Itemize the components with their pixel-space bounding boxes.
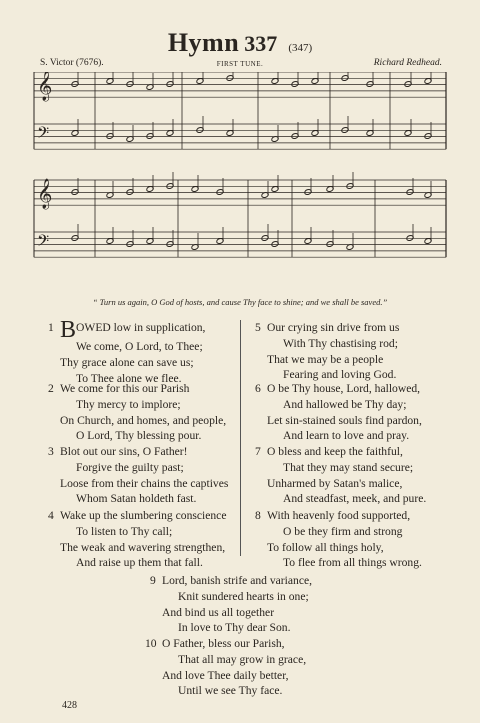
- alt-number: (347): [288, 42, 313, 54]
- verse: [255, 320, 400, 383]
- verse-line: To Thee alone we flee.: [76, 371, 182, 385]
- verse: [145, 636, 307, 699]
- verse-line: And learn to love and pray.: [283, 429, 410, 443]
- verse: [48, 381, 227, 444]
- treble-clef-icon: 𝄞: [37, 72, 53, 101]
- bass-clef-icon: 𝄢: [37, 232, 50, 254]
- verse-line: Fearing and loving God.: [283, 368, 397, 382]
- verse-line: That all may grow in grace,: [178, 652, 307, 666]
- verse-number: 5: [255, 321, 261, 334]
- verse-line: To flee from all things wrong.: [283, 556, 422, 570]
- verse-line: With Thy chastising rod;: [283, 336, 398, 350]
- verse-line: Lord, banish strife and variance,: [162, 574, 313, 587]
- verse-line: And raise up them that fall.: [76, 556, 203, 570]
- verse-number: 1: [48, 321, 54, 334]
- verse-number: 10: [145, 637, 157, 650]
- verse-line: We come, O Lord, to Thee;: [76, 340, 203, 353]
- verse: [48, 317, 206, 386]
- verse-line: With heavenly food supported,: [267, 509, 411, 522]
- verse: [150, 573, 313, 636]
- verse-line: The weak and wavering strengthen,: [60, 540, 226, 554]
- verse-line: To listen to Thy call;: [76, 524, 173, 538]
- verse-line: O be they firm and strong: [283, 524, 403, 538]
- verse-line: Until we see Thy face.: [178, 684, 283, 698]
- verse-line: O Lord, Thy blessing pour.: [76, 429, 202, 443]
- verse-line: Thy grace alone can save us;: [60, 355, 194, 369]
- treble-clef-icon: 𝄞: [37, 179, 53, 209]
- bass-clef-icon: 𝄢: [37, 124, 50, 146]
- verse: [48, 444, 229, 507]
- verse-line: Blot out our sins, O Father!: [60, 445, 188, 458]
- verse: [255, 444, 427, 507]
- verse-line: And hallowed be Thy day;: [283, 397, 407, 411]
- verse-line-rest: OWED low in supplication,: [76, 321, 206, 334]
- column-divider: [240, 320, 241, 556]
- verse-number: 6: [255, 382, 261, 395]
- verse: [255, 381, 422, 444]
- verse-number: 9: [150, 574, 156, 587]
- music-score: [30, 72, 450, 282]
- verse-line: And love Thee daily better,: [162, 668, 289, 682]
- verse-line: Our crying sin drive from us: [267, 321, 400, 334]
- verse-line: O be Thy house, Lord, hallowed,: [267, 382, 421, 395]
- verse-line: That we may be a people: [267, 352, 384, 366]
- verse-line: [60, 317, 206, 343]
- verse-line: O Father, bless our Parish,: [162, 637, 285, 650]
- tune-label: FIRST TUNE.: [216, 60, 264, 68]
- verse-number: 7: [255, 445, 261, 458]
- verse-line: In love to Thy dear Son.: [178, 621, 291, 635]
- verse: [48, 508, 227, 571]
- page-number: 428: [62, 700, 77, 711]
- verse-line: And steadfast, meek, and pure.: [283, 492, 427, 506]
- verse-line: Thy mercy to implore;: [76, 397, 181, 411]
- verse-number: 3: [48, 445, 54, 458]
- verse-line: And bind us all together: [162, 605, 275, 619]
- hymn-word: Hymn: [167, 28, 240, 57]
- verse-line: Loose from their chains the captives: [60, 476, 229, 490]
- composer: Richard Redhead.: [373, 58, 442, 68]
- verse-line: O bless and keep the faithful,: [267, 445, 403, 458]
- motto: “ Turn us again, O God of hosts, and cause Thy face to shine; and we shall be saved.”: [92, 297, 388, 307]
- verse-line: Wake up the slumbering conscience: [60, 509, 227, 522]
- verse-line: We come for this our Parish: [60, 382, 190, 395]
- verse-line: Knit sundered hearts in one;: [178, 589, 309, 603]
- verse-line: Forgive the guilty past;: [76, 460, 184, 474]
- verse: [255, 508, 422, 571]
- verse-line: To follow all things holy,: [267, 540, 384, 554]
- verse-number: 4: [48, 509, 54, 522]
- verse-line: Let sin-stained souls find pardon,: [267, 413, 422, 427]
- verse-line: On Church, and homes, and people,: [60, 413, 227, 427]
- verse-line: Unharmed by Satan's malice,: [267, 476, 403, 490]
- verse-line: That they may stand secure;: [283, 460, 414, 474]
- hymn-number: 337: [244, 31, 278, 56]
- drop-cap: B: [60, 317, 77, 343]
- verse-line: Whom Satan holdeth fast.: [76, 492, 197, 506]
- verse-number: 2: [48, 382, 54, 395]
- hymn-title: [0, 28, 480, 58]
- verse-number: 8: [255, 509, 261, 522]
- tune-name: S. Victor (7676).: [40, 58, 104, 68]
